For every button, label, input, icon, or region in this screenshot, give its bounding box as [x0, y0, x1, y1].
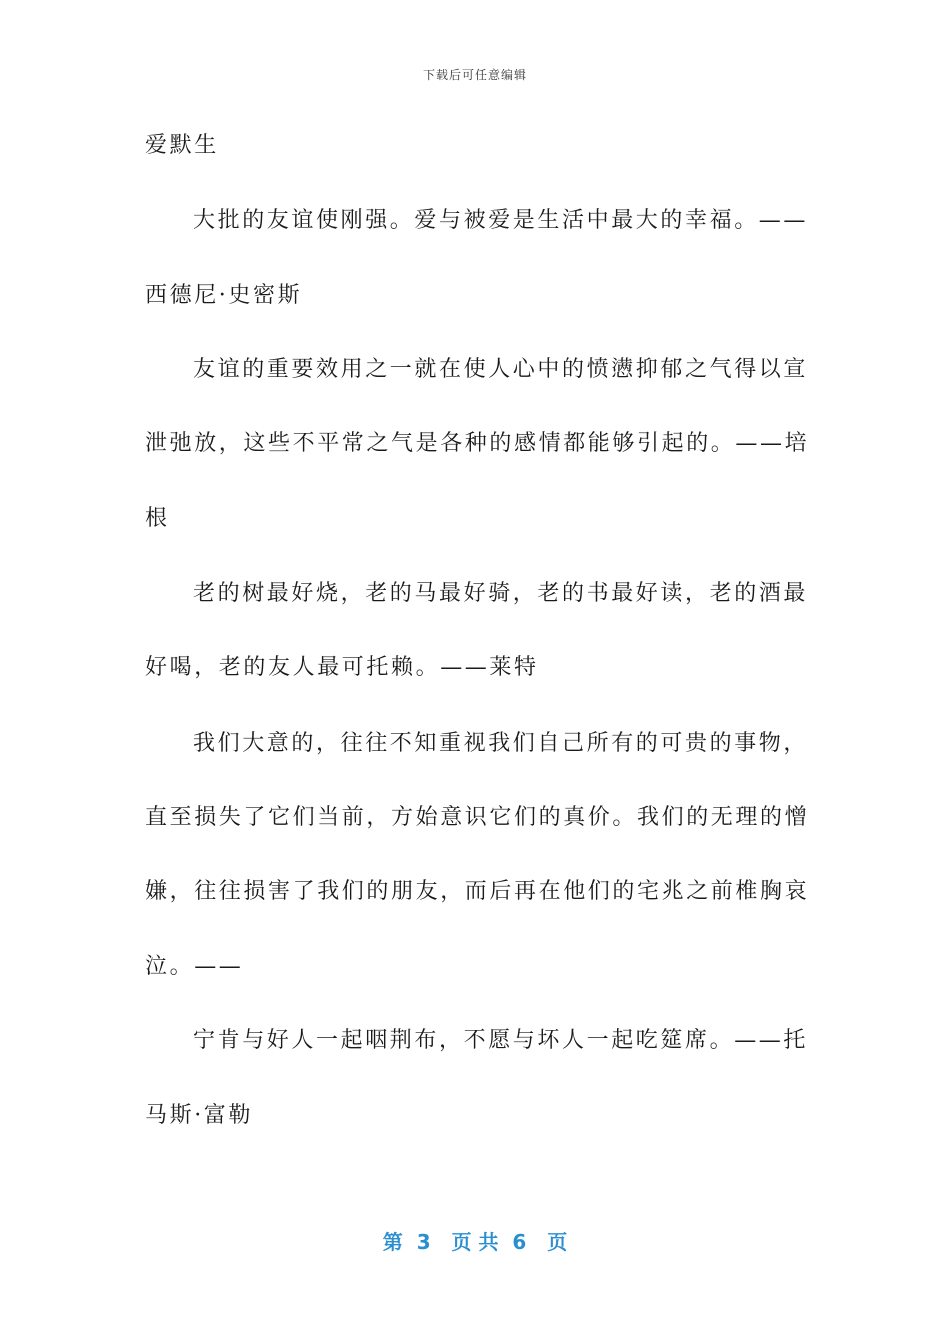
text-line: 马斯·富勒	[145, 1103, 253, 1128]
text-line: 友谊的重要效用之一就在使人心中的愤懑抑郁之气得以宣	[193, 357, 809, 382]
text-line: 老的树最好烧，老的马最好骑，老的书最好读，老的酒最	[193, 581, 809, 606]
text-line: 好喝，老的友人最可托赖。——莱特	[145, 655, 539, 680]
page-number-footer: 第 3 页 共 6 页	[382, 1230, 568, 1254]
text-line: 直至损失了它们当前，方始意识它们的真价。我们的无理的憎	[145, 805, 810, 830]
page-header-note: 下载后可任意编辑	[422, 68, 527, 82]
text-line: 我们大意的，往往不知重视我们自己所有的可贵的事物，	[193, 731, 809, 756]
text-line: 西德尼·史密斯	[145, 283, 303, 308]
text-line: 泣。——	[145, 954, 244, 979]
text-line: 根	[145, 506, 170, 531]
text-line: 宁肯与好人一起咽荆布，不愿与坏人一起吃筵席。——托	[193, 1028, 809, 1053]
text-line: 爱默生	[145, 133, 219, 158]
text-line: 大批的友谊使刚强。爱与被爱是生活中最大的幸福。——	[193, 208, 809, 233]
text-line: 嫌，往往损害了我们的朋友，而后再在他们的宅兆之前椎胸哀	[145, 879, 810, 904]
text-line: 泄弛放，这些不平常之气是各种的感情都能够引起的。——培	[145, 431, 810, 456]
